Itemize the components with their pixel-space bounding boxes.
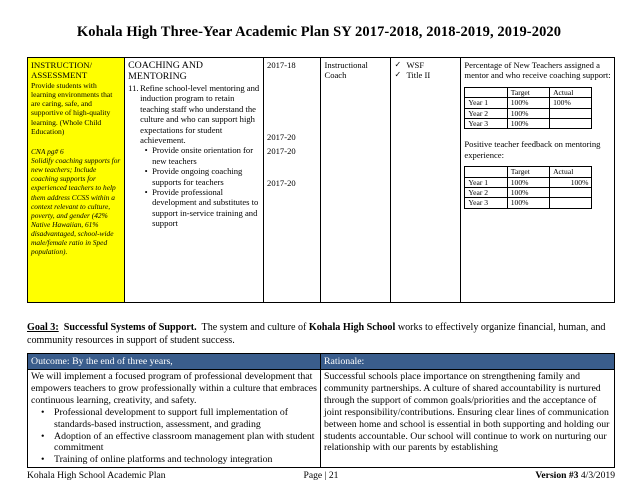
person-responsible: Instructional Coach <box>324 60 368 81</box>
footer-doc-title: Kohala High School Academic Plan <box>27 470 166 481</box>
rationale-header: Rationale: <box>321 354 615 370</box>
measure-header: Target <box>507 167 549 177</box>
funding-cell <box>391 58 461 303</box>
measure-row: Year 2 100% <box>465 188 592 198</box>
measure-header: Target <box>507 87 549 97</box>
strategy-item-text: Refine school-level mentoring and induction program to retain teaching staff who understand the culture and who can support high expectations for student achievement. <box>140 83 260 146</box>
rationale-text: Successful schools place importance on strengthening family and community partnerships. A culture of shared accountability is nurtured through the support of common goals/priorities and the acceptance of joint responsibility/contributions. Ensuring clear lines of communication between home and school is essential in both supporting and holding our students accountable. Our school will continue to work on nurturing our relationship with our parents by establishing <box>324 371 610 454</box>
goal-statement <box>27 322 617 348</box>
measure-row: Year 3 100% <box>465 198 592 208</box>
outcome-bullet: • Professional development to support full implementation of standards-based instruction, assessment, and grading <box>41 406 288 430</box>
outcome-header: Outcome: By the end of three years, <box>28 354 321 370</box>
footer-page-number: Page | 21 <box>303 470 339 481</box>
strategy-bullet: • Provide professional development and substitutes to support in-service training and support <box>144 187 259 229</box>
goal-text-a: The system and culture of <box>201 322 307 333</box>
goal-school: Kohala High School <box>308 322 396 333</box>
funding-item: ✓ Title II <box>394 70 431 81</box>
timeline-year: 2017-18 <box>267 60 296 70</box>
measure-row: Year 3 100% <box>465 119 592 129</box>
timeline-year: 2017-20 <box>267 145 296 156</box>
page-title: Kohala High Three-Year Academic Plan SY 2017-2018, 2018-2019, 2019-2020 <box>76 24 562 40</box>
outcome-cell <box>28 370 321 468</box>
outcome-bullet: • Adoption of an effective classroom management plan with student commitment <box>41 430 315 454</box>
timeline-year: 2017-20 <box>267 178 296 189</box>
funding-item: ✓ WSF <box>394 60 425 70</box>
measure-header: Actual <box>550 87 592 97</box>
goal-title: Successful Systems of Support. <box>63 322 197 333</box>
outcome-text: We will implement a focused program of professional development that empowers teachers to grow professionally within a culture that embraces continuous learning, creativity, and safety. <box>31 371 317 406</box>
measures-cell <box>461 58 615 303</box>
cna-reference: CNA pg# 6 <box>31 147 64 157</box>
measure-table <box>464 166 592 209</box>
measure-row: Year 2 100% <box>465 108 592 118</box>
person-responsible-cell <box>321 58 391 303</box>
strategy-heading: COACHING AND MENTORING <box>128 60 203 82</box>
strategy-item-number: 11. <box>128 83 139 93</box>
measure-text: Percentage of New Teachers assigned a mentor and who receive coaching support: <box>464 60 611 81</box>
goal-label: Goal 3: <box>27 322 59 333</box>
measure-row: Year 1 100% 100% <box>465 177 592 187</box>
checkmark-icon: ✓ <box>394 70 402 80</box>
strategy-bullet: • Provide onsite orientation for new teachers <box>144 145 254 166</box>
goal-text-b: works to effectively organize financial, human, and community resources in support of student success. <box>27 322 606 346</box>
outcome-table <box>27 353 615 468</box>
focus-area-cell <box>28 58 125 303</box>
focus-area-subtext: Provide students with learning environments that are caring, safe, and supportive of high-quality learning. (Whole Child Education) <box>31 80 113 136</box>
outcome-bullet: • Training of online platforms and technology integration <box>41 454 273 466</box>
measure-header: Actual <box>550 167 592 177</box>
strategy-bullet: • Provide ongoing coaching supports for teachers <box>144 166 243 187</box>
measure-text: Positive teacher feedback on mentoring experience: <box>464 139 601 160</box>
timeline-year: 2017-20 <box>267 132 296 143</box>
plan-table <box>27 57 615 303</box>
strategy-item <box>128 83 260 145</box>
timeline-cell <box>264 58 321 303</box>
measure-table <box>464 87 592 130</box>
cna-text: Solidify coaching supports for new teachers; Include coaching supports for experienced teachers to help them address CCSS within a context relevant to culture, poverty, and gender (42% Native Hawaiian, 61% disadvantaged, school-wide male/female ratio in Sped population). <box>31 156 121 257</box>
strategy-cell <box>125 58 264 303</box>
footer-version: Version #3 4/3/2019 <box>535 470 615 481</box>
focus-area-heading: INSTRUCTION/ ASSESSMENT <box>31 60 93 81</box>
rationale-cell <box>321 370 615 468</box>
measure-row: Year 1 100% 100% <box>465 98 592 108</box>
checkmark-icon: ✓ <box>394 60 402 69</box>
